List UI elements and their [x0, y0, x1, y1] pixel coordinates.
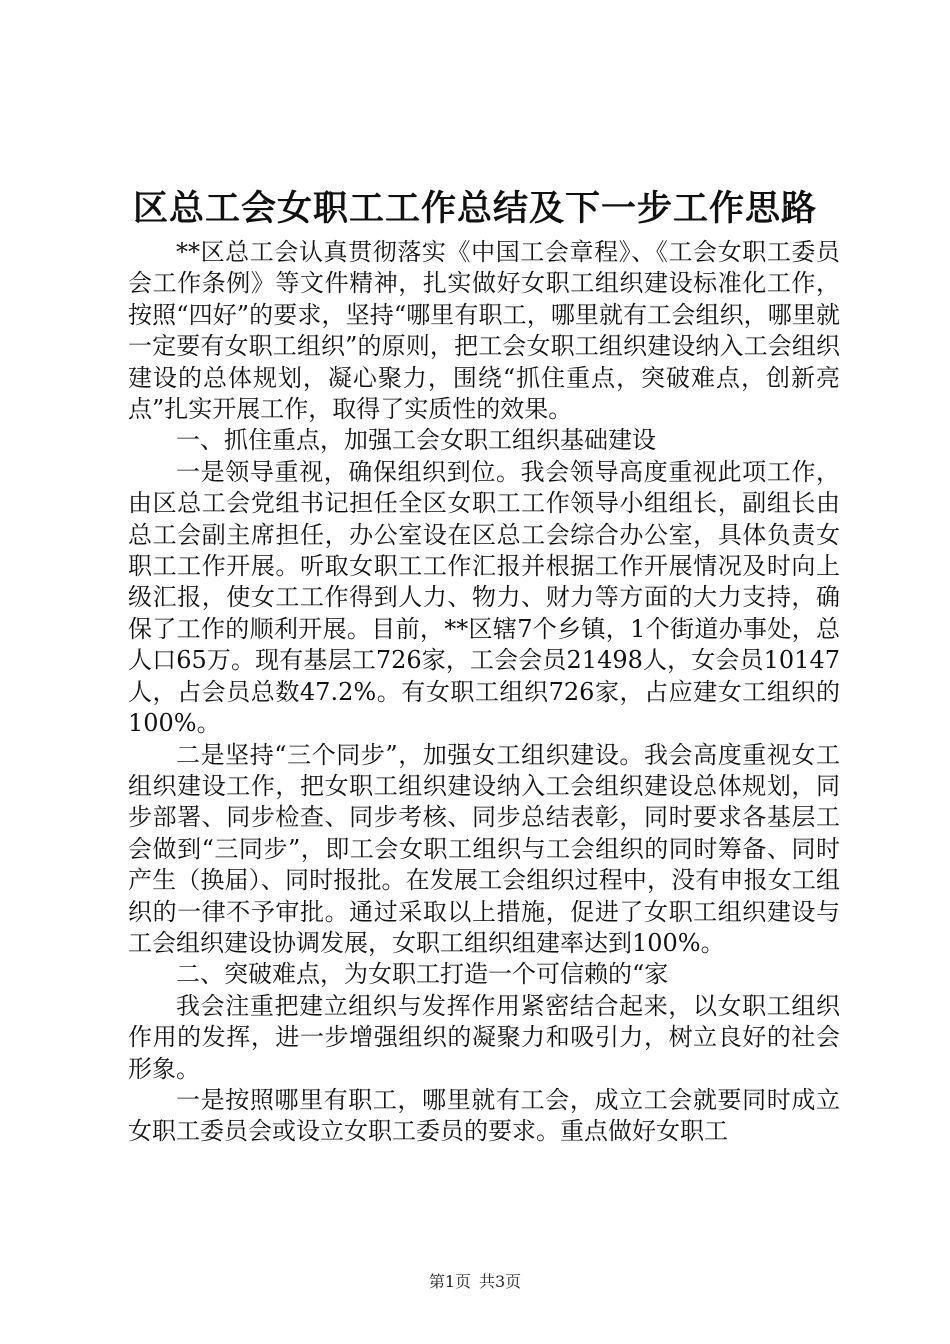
page-footer: [0, 1272, 950, 1292]
page-number: 第1页: [428, 1272, 471, 1291]
body-paragraph: 我会注重把建立组织与发挥作用紧密结合起来，以女职工组织作用的发挥，进一步增强组织的凝聚力和吸引力，树立良好的社会形象。: [128, 991, 840, 1083]
body-paragraph: 一是领导重视，确保组织到位。我会领导高度重视此项工作，由区总工会党组书记担任全区女职工工作领导小组组长，副组长由总工会副主席担任，办公室设在区总工会综合办公室，具体负责女职工工作开展。听取女职工工作汇报并根据工作开展情况及时向上级汇报，使女工工作得到人力、物力、财力等方面的大力支持，确保了工作的顺利开展。目前，**区辖7个乡镇，1个街道办事处，总人口65万。现有基层工726家，工会会员21498人，女会员10147人，占会员总数47.2%。有女职工组织726家，占应建女工组织的100%。: [128, 457, 840, 738]
section-heading-2: 二、突破难点，为女职工打造一个可信赖的“家: [176, 960, 669, 989]
body-paragraph: 一是按照哪里有职工，哪里就有工会，成立工会就要同时成立女职工委员会或设立女职工委员的要求。重点做好女职工: [128, 1085, 840, 1146]
page-title: 区总工会女职工工作总结及下一步工作思路: [132, 188, 817, 229]
page-total: 共3页: [479, 1272, 522, 1291]
section-heading-1: 一、抓住重点，加强工会女职工组织基础建设: [176, 426, 656, 455]
body-paragraph: 二是坚持“三个同步”，加强女工组织建设。我会高度重视女工组织建设工作，把女职工组织建设纳入工会组织建设总体规划，同步部署、同步检查、同步考核、同步总结表彰，同时要求各基层工会做到“三同步”，即工会女职工组织与工会组织的同时筹备、同时产生（换届）、同时报批。在发展工会组织过程中，没有申报女工组织的一律不予审批。通过采取以上措施，促进了女职工组织建设与工会组织建设协调发展，女职工组织组建率达到100%。: [128, 740, 840, 957]
document-body: [128, 237, 840, 1148]
intro-paragraph: **区总工会认真贯彻落实《中国工会章程》、《工会女职工委员会工作条例》等文件精神，扎实做好女职工组织建设标准化工作，按照“四好”的要求，坚持“哪里有职工，哪里就有工会组织，哪里就一定要有女职工组织”的原则，把工会女职工组织建设纳入工会组织建设的总体规划，凝心聚力，围绕“抓住重点，突破难点，创新亮点”扎实开展工作，取得了实质性的效果。: [128, 238, 840, 424]
